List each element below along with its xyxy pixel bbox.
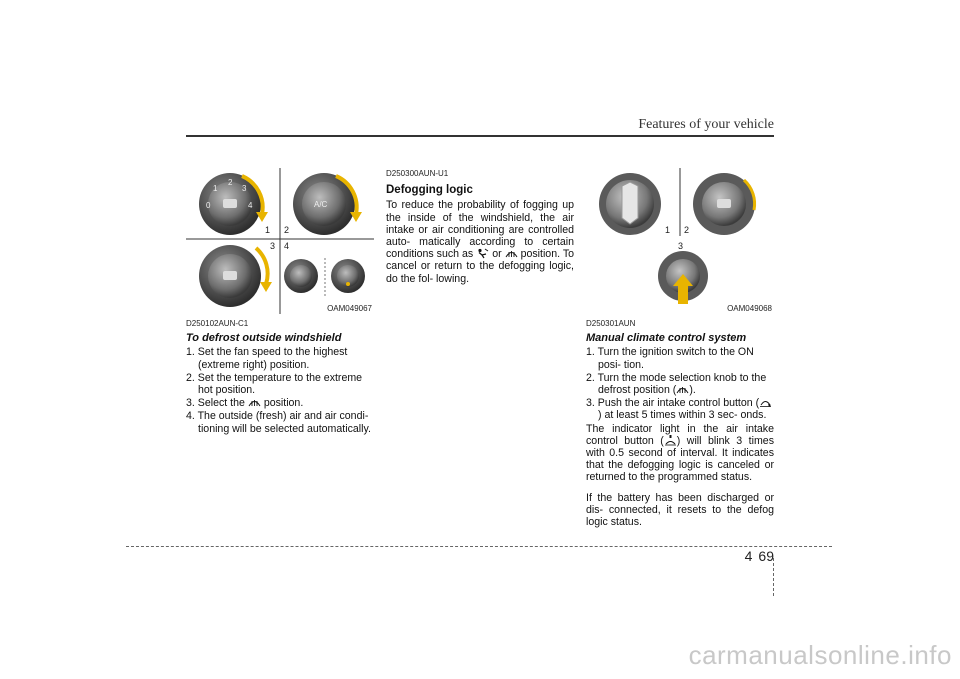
list-item xyxy=(586,397,774,421)
figure-label: 2 xyxy=(684,225,690,235)
subheading: To defrost outside windshield xyxy=(186,332,342,345)
list-item-text: 3. Select the xyxy=(186,397,245,410)
knob-number: 4 xyxy=(248,201,253,210)
figure-label: 2 xyxy=(284,225,290,235)
list-item-text: ). xyxy=(689,384,696,397)
column-left xyxy=(186,168,374,436)
figure-label: 4 xyxy=(284,241,290,251)
figure-code: OAM049067 xyxy=(327,304,372,313)
list-item: 4. The outside (fresh) air and air condi- tioning will be selected automatically. xyxy=(186,410,371,435)
climate-illustration xyxy=(586,168,774,314)
defrost-icon xyxy=(248,397,261,408)
paragraph xyxy=(386,199,574,284)
step-list xyxy=(186,346,374,434)
recirculation-icon xyxy=(759,397,772,408)
page-number-value: 69 xyxy=(758,548,774,564)
column-middle xyxy=(386,168,574,293)
page-number xyxy=(739,548,774,564)
section-code: D250300AUN-U1 xyxy=(386,169,449,178)
knob-number: 3 xyxy=(242,184,247,193)
knob-number: 0 xyxy=(206,201,211,210)
knob-number: 1 xyxy=(213,184,218,193)
column-right xyxy=(586,168,774,536)
svg-text:A/C: A/C xyxy=(314,200,328,209)
figure-label: 1 xyxy=(265,225,271,235)
page-header-title: Features of your vehicle xyxy=(638,117,774,132)
paragraph-text: The indicator light in the air intake control button ( xyxy=(586,422,774,447)
paragraph xyxy=(586,423,774,484)
list-item-text: 3. Push the air intake control button ( xyxy=(586,397,760,410)
figure-code: OAM049068 xyxy=(727,304,772,313)
figure-label: 1 xyxy=(665,225,671,235)
figure-manual-climate xyxy=(586,168,774,314)
air-intake-indicator-icon xyxy=(664,435,677,446)
paragraph-text: or xyxy=(492,248,502,261)
paragraph-text: To reduce the probability of fogging up the inside of the windshield, the air intake or air conditioning are controlled auto- matically according to certain conditions such as xyxy=(386,199,574,261)
arrow-icon xyxy=(678,286,688,304)
figure-label: 3 xyxy=(678,241,684,251)
paragraph-text: ) will blink 3 times with 0.5 second of interval. It indicates that the defogging logic is canceled or returned to the programmed status. xyxy=(586,434,774,484)
floor-defrost-icon xyxy=(476,248,489,259)
section-code: D250301AUN xyxy=(586,319,636,328)
footer-rule xyxy=(126,546,832,547)
defrost-icon xyxy=(676,384,689,395)
paragraph: If the battery has been discharged or dis- connected, it resets to the defog logic status. xyxy=(586,491,774,529)
list-item: 1. Set the fan speed to the highest (extreme right) position. xyxy=(186,346,348,371)
knob-illustration xyxy=(186,168,374,314)
step-list xyxy=(586,346,774,421)
section-heading: Defogging logic xyxy=(386,184,473,197)
header-rule xyxy=(186,135,774,137)
knob-number: 2 xyxy=(228,178,233,187)
list-item-text: position. xyxy=(263,397,304,410)
section-code: D250102AUN-C1 xyxy=(186,319,249,328)
figure-label: 3 xyxy=(270,241,276,251)
list-item xyxy=(186,397,374,409)
list-item xyxy=(586,372,774,396)
list-item: 1. Turn the ignition switch to the ON posi- tion. xyxy=(586,346,754,371)
list-item: 2. Set the temperature to the extreme hot position. xyxy=(186,371,363,397)
chapter-number: 4 xyxy=(744,548,753,564)
figure-defrost-knobs xyxy=(186,168,374,314)
list-item-text: 2. Turn the mode selection knob to the defrost position ( xyxy=(586,371,767,397)
defrost-icon xyxy=(505,248,518,259)
subheading: Manual climate control system xyxy=(586,332,747,345)
paragraph-text: position. To cancel or return to the defogging logic, do the fol- lowing. xyxy=(386,248,575,285)
list-item-text: ) at least 5 times within 3 sec- onds. xyxy=(598,409,767,422)
watermark: carmanualsonline.info xyxy=(688,640,952,670)
